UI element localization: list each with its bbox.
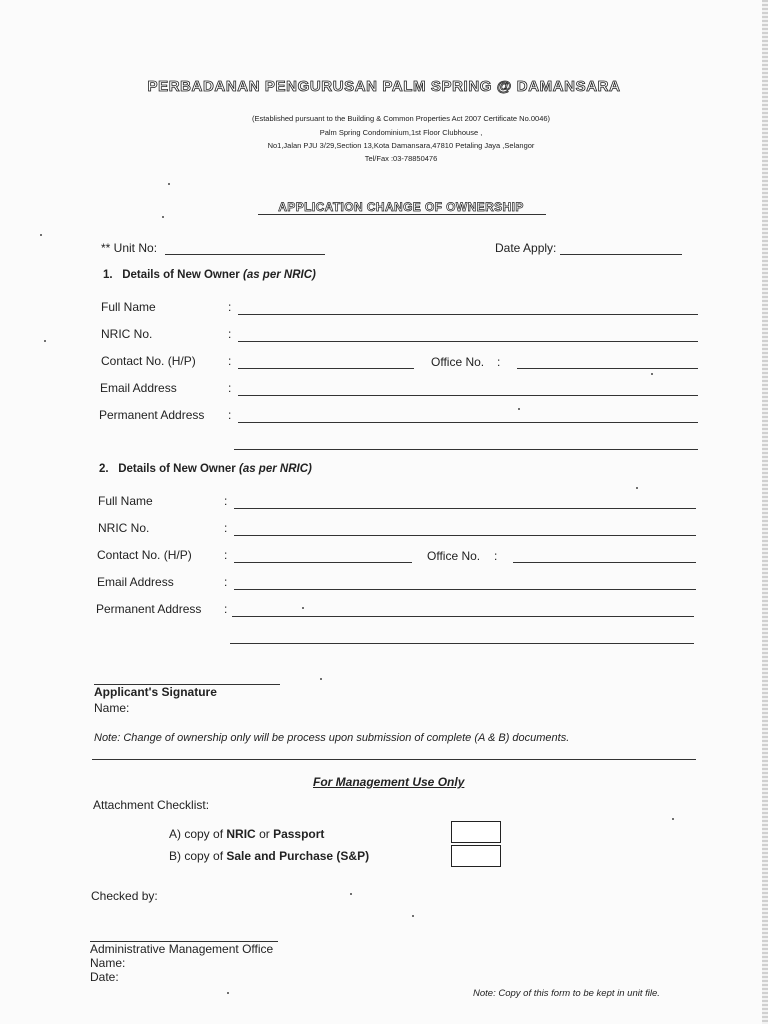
s2-office-label: Office No.: [427, 549, 481, 563]
s1-email-colon: :: [228, 381, 232, 395]
attachment-checklist-label: Attachment Checklist:: [93, 798, 210, 812]
s2-nric-field[interactable]: [234, 535, 696, 536]
form-title: APPLICATION CHANGE OF OWNERSHIP: [278, 200, 524, 214]
address-line-2: No1,Jalan PJU 3/29,Section 13,Kota Damansara,47810 Petaling Jaya ,Selangor: [267, 141, 535, 150]
checkbox-item-a[interactable]: [451, 821, 501, 843]
s1-contact-label: Contact No. (H/P): [101, 354, 196, 368]
s1-address-field-1[interactable]: [238, 422, 698, 423]
s2-contact-field[interactable]: [234, 562, 412, 563]
s2-address-field-2[interactable]: [230, 643, 694, 644]
scan-speck: [44, 340, 46, 342]
unit-no-field[interactable]: [165, 254, 325, 255]
date-apply-field[interactable]: [560, 254, 682, 255]
s2-address-label: Permanent Address: [96, 602, 202, 616]
scan-speck: [636, 487, 638, 489]
organization-name: PERBADANAN PENGURUSAN PALM SPRING @ DAMANSARA: [147, 78, 621, 95]
s1-email-field[interactable]: [238, 395, 698, 396]
scan-speck: [651, 373, 653, 375]
s1-office-field[interactable]: [517, 368, 698, 369]
s1-office-colon: :: [497, 355, 501, 369]
admin-date-label: Date:: [90, 970, 119, 984]
tel-fax-line: Tel/Fax :03-78850476: [364, 154, 438, 163]
s2-full-name-label: Full Name: [98, 494, 153, 508]
s1-nric-field[interactable]: [238, 341, 698, 342]
s1-address-label: Permanent Address: [99, 408, 205, 422]
scan-speck: [672, 818, 674, 820]
s1-full-name-colon: :: [228, 300, 232, 314]
scan-speck: [168, 183, 170, 185]
s2-nric-label: NRIC No.: [98, 521, 150, 535]
s1-nric-colon: :: [228, 327, 232, 341]
s1-full-name-label: Full Name: [101, 300, 156, 314]
s1-contact-colon: :: [228, 354, 232, 368]
scan-speck: [350, 893, 352, 895]
scan-speck: [162, 216, 164, 218]
checklist-item-b: [169, 849, 369, 863]
footer-note: Note: Copy of this form to be kept in unit file.: [473, 988, 660, 999]
address-line-1: Palm Spring Condominium,1st Floor Clubhouse ,: [319, 128, 483, 137]
admin-office-label: Administrative Management Office: [90, 942, 274, 956]
s2-office-colon: :: [494, 549, 498, 563]
signature-label: Applicant's Signature: [94, 685, 217, 699]
checkbox-item-b[interactable]: [451, 845, 501, 867]
section-1-heading: [103, 269, 316, 281]
section-1-subtitle: (as per NRIC): [242, 269, 316, 281]
item-a-or: or: [259, 827, 270, 841]
s2-nric-colon: :: [224, 521, 228, 535]
s1-nric-label: NRIC No.: [101, 327, 153, 341]
scan-speck: [518, 408, 520, 410]
s2-office-field[interactable]: [513, 562, 696, 563]
management-title: For Management Use Only: [313, 775, 465, 789]
item-a-passport: Passport: [273, 827, 325, 841]
item-a-prefix: A) copy of: [169, 827, 224, 841]
date-apply-label: Date Apply:: [495, 241, 557, 255]
item-b-snp: Sale and Purchase (S&P): [226, 849, 370, 863]
s1-contact-field[interactable]: [238, 368, 414, 369]
admin-name-label: Name:: [90, 956, 126, 970]
scan-speck: [302, 607, 304, 609]
s1-email-label: Email Address: [100, 381, 177, 395]
section-2-title: Details of New Owner: [118, 463, 236, 475]
s2-address-field-1[interactable]: [232, 616, 694, 617]
section-2-number: 2.: [99, 463, 109, 475]
item-b-prefix: B) copy of: [169, 849, 224, 863]
s1-full-name-field[interactable]: [238, 314, 698, 315]
scan-speck: [227, 992, 229, 994]
submission-note: Note: Change of ownership only will be process upon submission of complete (A & B) documents.: [94, 732, 570, 744]
s2-contact-colon: :: [224, 548, 228, 562]
signature-name-label: Name:: [94, 701, 130, 715]
scan-speck: [40, 234, 42, 236]
s2-email-colon: :: [224, 575, 228, 589]
s1-office-label: Office No.: [431, 355, 485, 369]
s2-full-name-colon: :: [224, 494, 228, 508]
s1-address-field-2[interactable]: [234, 449, 698, 450]
section-2-heading: [99, 463, 312, 475]
s2-full-name-field[interactable]: [234, 508, 696, 509]
s2-email-label: Email Address: [97, 575, 174, 589]
item-a-nric: NRIC: [226, 827, 256, 841]
s2-contact-label: Contact No. (H/P): [97, 548, 192, 562]
scan-speck: [320, 678, 322, 680]
scan-speck: [412, 915, 414, 917]
section-1-title: Details of New Owner: [122, 269, 240, 281]
s2-email-field[interactable]: [234, 589, 696, 590]
section-1-number: 1.: [103, 269, 113, 281]
checklist-item-a: [169, 827, 324, 841]
s1-address-colon: :: [228, 408, 232, 422]
section-2-subtitle: (as per NRIC): [238, 463, 312, 475]
checked-by-label: Checked by:: [91, 889, 158, 903]
establishment-line: (Established pursuant to the Building & Common Properties Act 2007 Certificate No.0046): [251, 114, 551, 123]
form-title-underline: [258, 214, 546, 215]
s2-address-colon: :: [224, 602, 228, 616]
unit-no-label: ** Unit No:: [101, 241, 158, 255]
section-divider: [92, 759, 696, 760]
